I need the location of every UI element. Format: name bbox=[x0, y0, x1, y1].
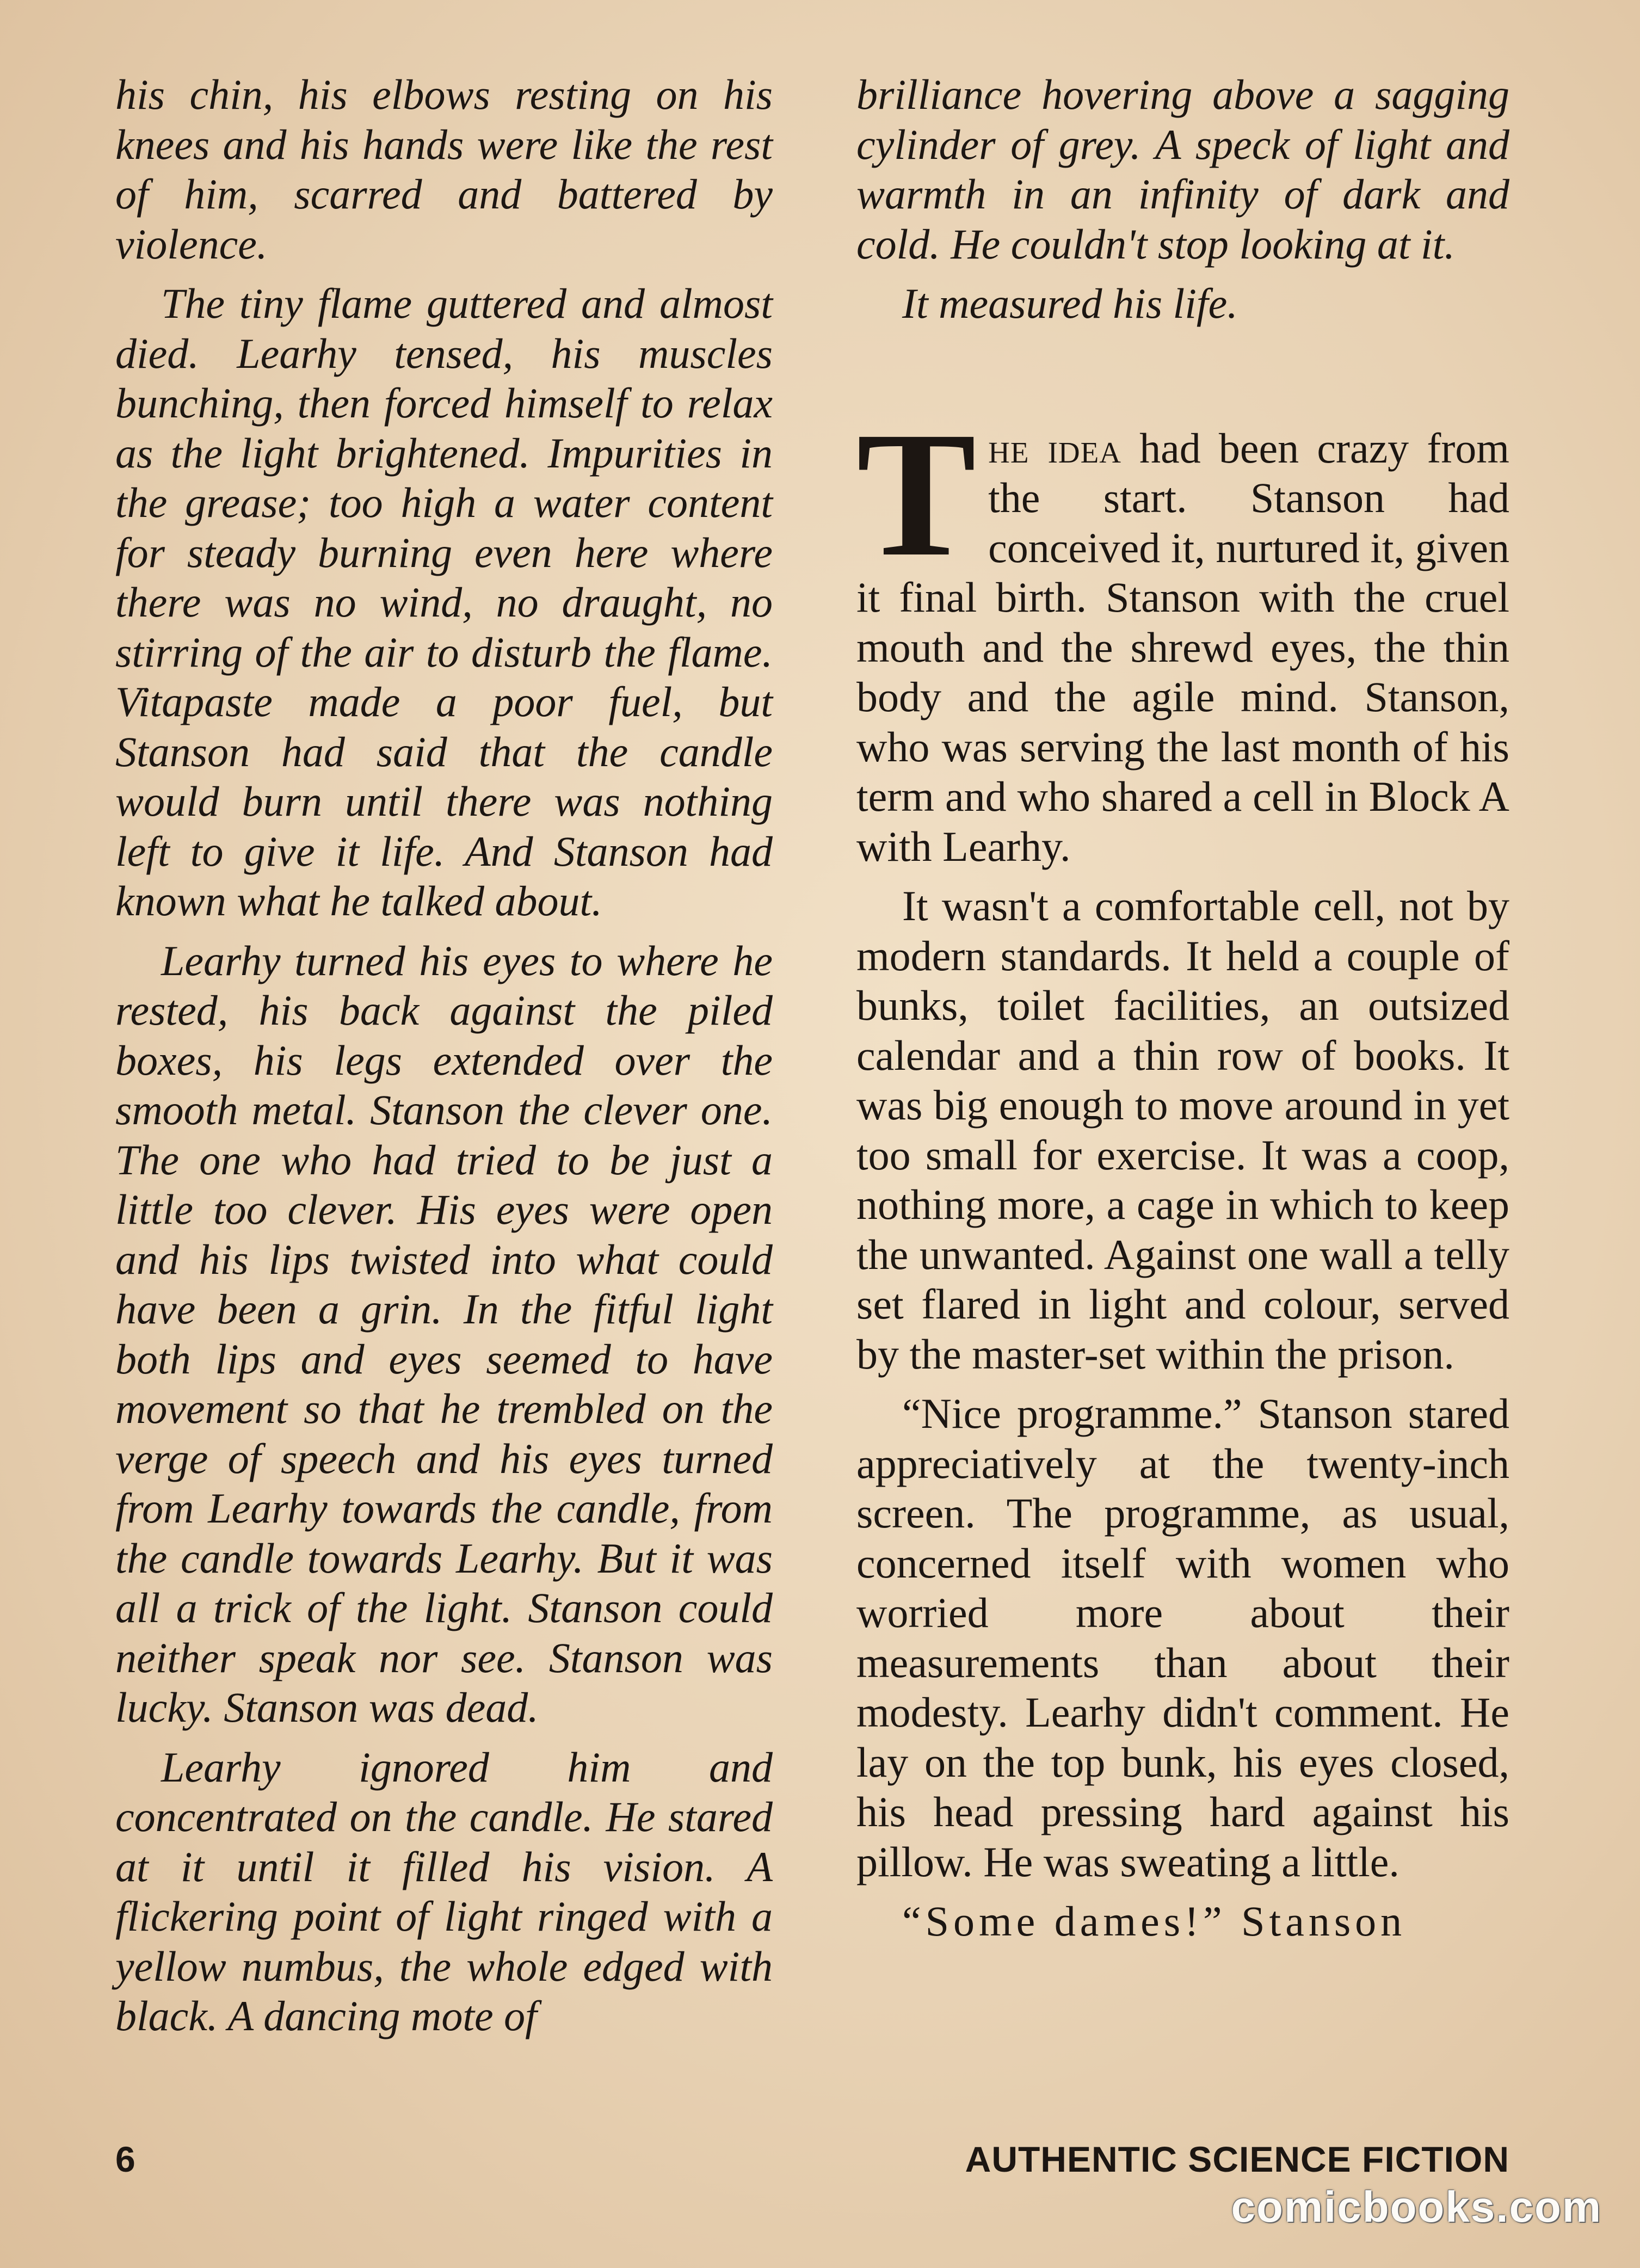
left-column bbox=[115, 70, 773, 2051]
paragraph: “Some dames!” Stanson bbox=[902, 1897, 1407, 1945]
paragraph-text: had been crazy from the start. Stanson had conceived it, nurtured it, given it final birth. Stanson with the cruel mouth and the shrewd eyes, the thin body and the agile mind. Stanson, who was serving the last month of his term and who shared a cell in Block A with Learhy. bbox=[856, 424, 1509, 870]
paragraph: “Nice programme.” Stanson stared appreciatively at the twenty-inch screen. The programme, as usual, concerned itself with women who worried more about their measurements than about their modesty. Learhy didn't comment. He lay on the top bunk, his eyes closed, his head pressing hard against his pillow. He was sweating a little. bbox=[856, 1390, 1509, 1885]
paragraph: The tiny flame guttered and almost died. Learhy tensed, his muscles bunching, then forced himself to relax as the light brightened. Impurities in the grease; too high a water content for steady burning even here where there was no wind, no draught, no stirring of the air to disturb the flame. Vitapaste made a poor fuel, but Stanson had said that the candle would burn until there was nothing left to give it life. And Stanson had known what he talked about. bbox=[115, 280, 773, 925]
watermark: comicbooks.com bbox=[1231, 2183, 1602, 2231]
small-caps-lead: he idea bbox=[988, 424, 1121, 472]
paragraph: It measured his life. bbox=[902, 280, 1238, 327]
paragraph: his chin, his elbows resting on his knees and his hands were like the rest of him, scarred and battered by violence. bbox=[115, 71, 773, 268]
running-footer: AUTHENTIC SCIENCE FICTION bbox=[965, 2139, 1509, 2179]
drop-cap: T bbox=[856, 395, 977, 594]
section-opening-paragraph bbox=[856, 395, 1509, 872]
page-number: 6 bbox=[115, 2139, 135, 2179]
paragraph: Learhy ignored him and concentrated on the candle. He stared at it until it filled his vision. A flickering point of light ringed with a yellow numbus, the whole edged with black. A dancing mote of bbox=[115, 1743, 773, 2039]
paragraph: brilliance hovering above a sagging cylinder of grey. A speck of light and warmth in an infinity of dark and cold. He couldn't stop looking at it. bbox=[856, 71, 1509, 268]
paragraph: It wasn't a comfortable cell, not by modern standards. It held a couple of bunks, toilet facilities, an outsized calendar and a thin row of books. It was big enough to move around in yet too small for exercise. It was a coop, nothing more, a cage in which to keep the unwanted. Against one wall a telly set flared in light and colour, served by the master-set within the prison. bbox=[856, 882, 1509, 1378]
right-column bbox=[856, 70, 1509, 1956]
paragraph: Learhy turned his eyes to where he rested, his back against the piled boxes, his legs extended over the smooth metal. Stanson the clever one. The one who had tried to be just a little too clever. His eyes were open and his lips twisted into what could have been a grin. In the fitful light both lips and eyes seemed to have movement so that he trembled on the verge of speech and his eyes turned from Learhy towards the candle, from the candle towards Learhy. But it was all a trick of the light. Stanson could neither speak nor see. Stanson was lucky. Stanson was dead. bbox=[115, 936, 773, 1731]
